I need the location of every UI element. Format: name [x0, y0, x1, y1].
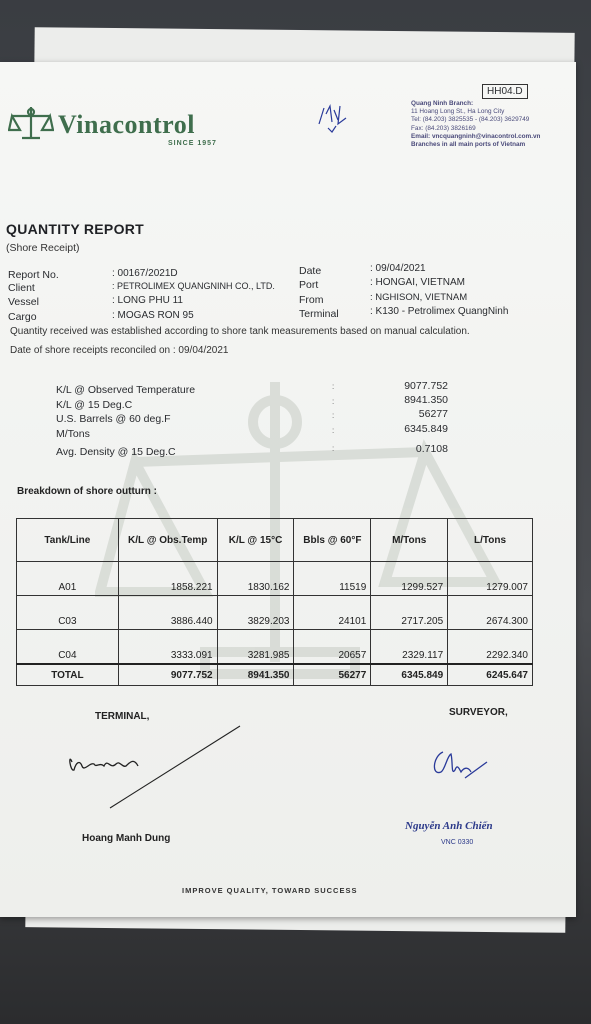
- table-cell: 2717.205: [371, 596, 448, 630]
- breakdown-title: Breakdown of shore outturn :: [17, 486, 157, 497]
- table-cell: 2329.117: [371, 630, 448, 665]
- branch-email: Email: vncquangninh@vinacontrol.com.vn: [411, 132, 541, 140]
- field-label: From: [299, 294, 324, 306]
- document-code: HH04.D: [482, 84, 528, 99]
- table-header: L/Tons: [448, 519, 533, 562]
- field-value: : LONG PHU 11: [112, 295, 183, 306]
- report-subtitle: (Shore Receipt): [6, 242, 80, 254]
- footer-slogan: IMPROVE QUALITY, TOWARD SUCCESS: [182, 886, 358, 895]
- quantity-label: M/Tons: [56, 428, 90, 440]
- table-header: M/Tons: [371, 519, 448, 562]
- table-cell: 1299.527: [371, 562, 448, 596]
- branch-address: 11 Hoang Long St., Ha Long City: [411, 108, 505, 116]
- handwritten-initials-icon: [316, 102, 360, 134]
- table-cell: 20657: [294, 630, 371, 665]
- table-cell: 6345.849: [371, 664, 448, 686]
- table-cell: 3829.203: [217, 596, 294, 630]
- terminal-signer-name: Hoang Manh Dung: [82, 833, 171, 844]
- table-cell: 8941.350: [217, 664, 294, 686]
- colon-separator: :: [332, 382, 335, 391]
- field-value: : 09/04/2021: [370, 263, 426, 274]
- field-label: Date: [299, 265, 322, 277]
- quantity-label: Avg. Density @ 15 Deg.C: [56, 446, 176, 458]
- table-cell: 1279.007: [448, 562, 533, 596]
- colon-separator: :: [332, 397, 335, 406]
- field-label: Client: [8, 282, 35, 294]
- table-header: Tank/Line: [17, 519, 119, 562]
- colon-separator: :: [332, 426, 335, 435]
- vinacontrol-logo-icon: [8, 104, 54, 142]
- quantity-value: 0.7108: [415, 443, 448, 455]
- field-value: : 00167/2021D: [112, 268, 178, 279]
- terminal-signature-icon: [60, 722, 250, 812]
- field-value: : MOGAS RON 95: [112, 310, 194, 321]
- table-cell: TOTAL: [17, 664, 119, 686]
- field-value: : HONGAI, VIETNAM: [370, 277, 466, 288]
- measurement-note: Quantity received was established according to shore tank measurements based on manual calculation.: [10, 326, 470, 337]
- quantity-value: 56277: [418, 408, 448, 420]
- branch-fax: Fax: (84.203) 3826169: [411, 124, 476, 132]
- table-cell: C04: [17, 630, 119, 665]
- outturn-table: [16, 518, 533, 686]
- table-cell: 2292.340: [448, 630, 533, 665]
- table-header: K/L @ Obs.Temp: [118, 519, 217, 562]
- company-since: SINCE 1957: [168, 140, 217, 147]
- table-cell: 56277: [294, 664, 371, 686]
- table-cell: 9077.752: [118, 664, 217, 686]
- field-value: : K130 - Petrolimex QuangNinh: [370, 306, 509, 317]
- colon-separator: :: [332, 411, 335, 420]
- branch-footer: Branches in all main ports of Vietnam: [411, 141, 526, 149]
- table-cell: 3886.440: [118, 596, 217, 630]
- table-header: K/L @ 15°C: [217, 519, 294, 562]
- field-label: Report No.: [8, 269, 59, 281]
- document-page: [0, 62, 576, 917]
- field-label: Cargo: [8, 311, 37, 323]
- table-cell: A01: [17, 562, 119, 596]
- branch-name: Quang Ninh Branch:: [411, 100, 474, 107]
- surveyor-label: SURVEYOR,: [449, 707, 508, 718]
- table-cell: 11519: [294, 562, 371, 596]
- table-cell: 2674.300: [448, 596, 533, 630]
- surveyor-stamp-name: Nguyễn Anh Chiến: [405, 820, 493, 832]
- surveyor-stamp-id: VNC 0330: [441, 839, 474, 846]
- table-total-row: [17, 664, 533, 686]
- table-row: [17, 596, 533, 630]
- quantity-label: K/L @ Observed Temperature: [56, 384, 196, 396]
- field-label: Vessel: [8, 296, 39, 308]
- table-row: [17, 630, 533, 665]
- table-header-row: [17, 519, 533, 562]
- quantity-label: U.S. Barrels @ 60 deg.F: [56, 413, 171, 425]
- table-cell: 3281.985: [217, 630, 294, 665]
- table-cell: 6245.647: [448, 664, 533, 686]
- quantity-value: 6345.849: [404, 423, 448, 435]
- table-cell: 3333.091: [118, 630, 217, 665]
- branch-info: [411, 100, 540, 149]
- table-cell: 24101: [294, 596, 371, 630]
- table-cell: 1830.162: [217, 562, 294, 596]
- field-label: Terminal: [299, 308, 339, 320]
- table-cell: C03: [17, 596, 119, 630]
- table-cell: 1858.221: [118, 562, 217, 596]
- quantity-value: 8941.350: [404, 394, 448, 406]
- field-value: : PETROLIMEX QUANGNINH CO., LTD.: [112, 281, 275, 291]
- field-value: : NGHISON, VIETNAM: [370, 292, 468, 303]
- branch-tel: Tel: (84.203) 3825535 - (84.203) 3629749: [411, 116, 530, 124]
- table-header: Bbls @ 60°F: [294, 519, 371, 562]
- table-row: [17, 562, 533, 596]
- colon-separator: :: [332, 444, 335, 453]
- company-name: Vinacontrol: [58, 110, 195, 139]
- quantity-value: 9077.752: [404, 380, 448, 392]
- field-label: Port: [299, 279, 319, 291]
- terminal-label: TERMINAL,: [95, 711, 150, 722]
- reconciliation-date: Date of shore receipts reconciled on : 09/04/2021: [10, 345, 229, 356]
- report-title: QUANTITY REPORT: [6, 221, 145, 237]
- quantity-label: K/L @ 15 Deg.C: [56, 399, 133, 411]
- surveyor-signature-icon: [425, 742, 495, 802]
